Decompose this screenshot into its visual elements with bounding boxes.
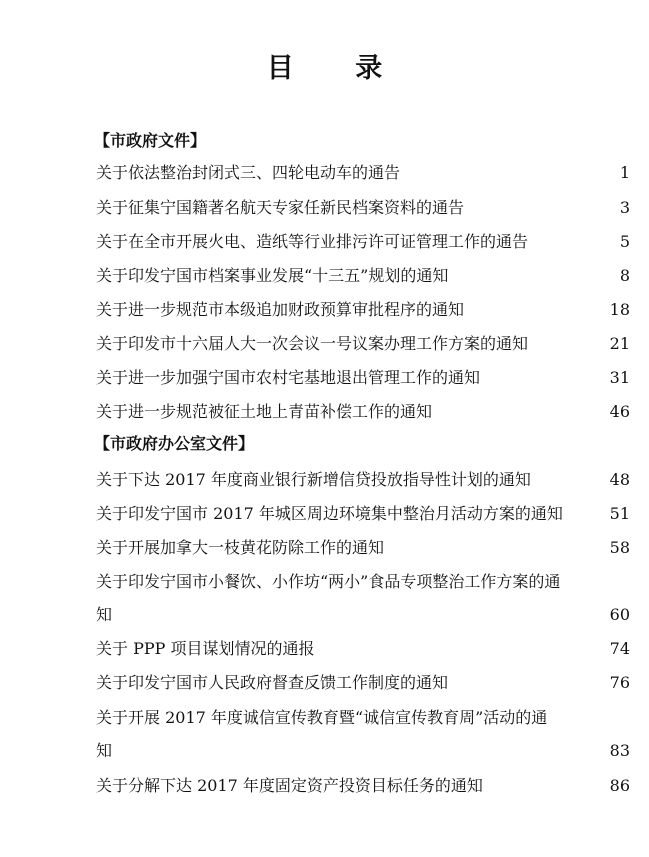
toc-entry-title: 关于印发宁国市人民政府督查反馈工作制度的通知: [96, 673, 449, 692]
toc-entry-title: 关于下达 2017 年度商业银行新增信贷投放指导性计划的通知: [96, 470, 531, 489]
toc-entry-page: 46: [609, 402, 630, 421]
toc-entry[interactable]: [96, 160, 630, 184]
toc-entry[interactable]: [96, 399, 630, 423]
toc-entry[interactable]: [96, 195, 630, 219]
toc-entry-page: 60: [609, 605, 630, 624]
toc-entry-title: 关于印发市十六届人大一次会议一号议案办理工作方案的通知: [96, 334, 529, 353]
toc-entry-title: 关于 PPP 项目谋划情况的通报: [96, 639, 315, 658]
toc-entry[interactable]: [96, 297, 630, 321]
toc-entry-title: 关于征集宁国籍著名航天专家任新民档案资料的通告: [96, 198, 465, 217]
toc-entry[interactable]: [96, 229, 630, 253]
toc-entry-page: 21: [609, 334, 630, 353]
toc-entry-page: 3: [619, 198, 630, 217]
toc-entry-page: 74: [609, 639, 630, 658]
toc-entry-title: 关于在全市开展火电、造纸等行业排污许可证管理工作的通告: [96, 232, 529, 251]
toc-entry-page: 58: [609, 538, 630, 557]
section-header-city-government: 【市政府文件】: [94, 131, 207, 150]
toc-entry[interactable]: [96, 636, 630, 660]
section-header-city-government-office: 【市政府办公室文件】: [94, 434, 255, 453]
toc-entry[interactable]: [96, 365, 630, 389]
toc-entry-title: 关于进一步规范市本级追加财政预算审批程序的通知: [96, 300, 465, 319]
toc-entry[interactable]: [96, 467, 630, 491]
toc-entry[interactable]: [96, 263, 630, 287]
toc-entry-title: 关于印发宁国市 2017 年城区周边环境集中整治月活动方案的通知: [96, 504, 563, 523]
toc-entry-page: 83: [609, 741, 630, 760]
toc-entry[interactable]: [96, 773, 630, 797]
toc-entry-page: 31: [609, 368, 630, 387]
toc-entry[interactable]: [96, 501, 630, 525]
toc-entry-title: 关于进一步规范被征土地上青苗补偿工作的通知: [96, 402, 433, 421]
toc-entry-page: 1: [619, 163, 630, 182]
toc-entry-line1[interactable]: [96, 569, 630, 593]
toc-entry[interactable]: [96, 670, 630, 694]
toc-entry-page: 48: [609, 470, 630, 489]
toc-entry-line1[interactable]: [96, 705, 630, 729]
toc-entry-title: 关于开展加拿大一枝黄花防除工作的通知: [96, 538, 385, 557]
toc-entry-title-continued: 知: [96, 741, 113, 760]
toc-entry-line2[interactable]: [96, 738, 630, 762]
toc-entry-page: 5: [619, 232, 630, 251]
toc-entry-title: 关于分解下达 2017 年度固定资产投资目标任务的通知: [96, 776, 483, 795]
toc-entry-page: 76: [609, 673, 630, 692]
toc-entry[interactable]: [96, 535, 630, 559]
toc-entry-page: 51: [609, 504, 630, 523]
toc-entry-title-continued: 知: [96, 605, 113, 624]
page-title: 目 录: [266, 53, 409, 84]
toc-entry-page: 18: [609, 300, 630, 319]
toc-entry-title: 关于依法整治封闭式三、四轮电动车的通告: [96, 163, 401, 182]
toc-entry-title: 关于开展 2017 年度诚信宣传教育暨“诚信宣传教育周”活动的通: [96, 708, 548, 727]
toc-entry[interactable]: [96, 331, 630, 355]
toc-entry-title: 关于进一步加强宁国市农村宅基地退出管理工作的通知: [96, 368, 481, 387]
toc-entry-page: 8: [619, 266, 630, 285]
toc-entry-title: 关于印发宁国市小餐饮、小作坊“两小”食品专项整治工作方案的通: [96, 572, 561, 591]
toc-entry-title: 关于印发宁国市档案事业发展“十三五”规划的通知: [96, 266, 449, 285]
toc-entry-line2[interactable]: [96, 602, 630, 626]
toc-entry-page: 86: [609, 776, 630, 795]
